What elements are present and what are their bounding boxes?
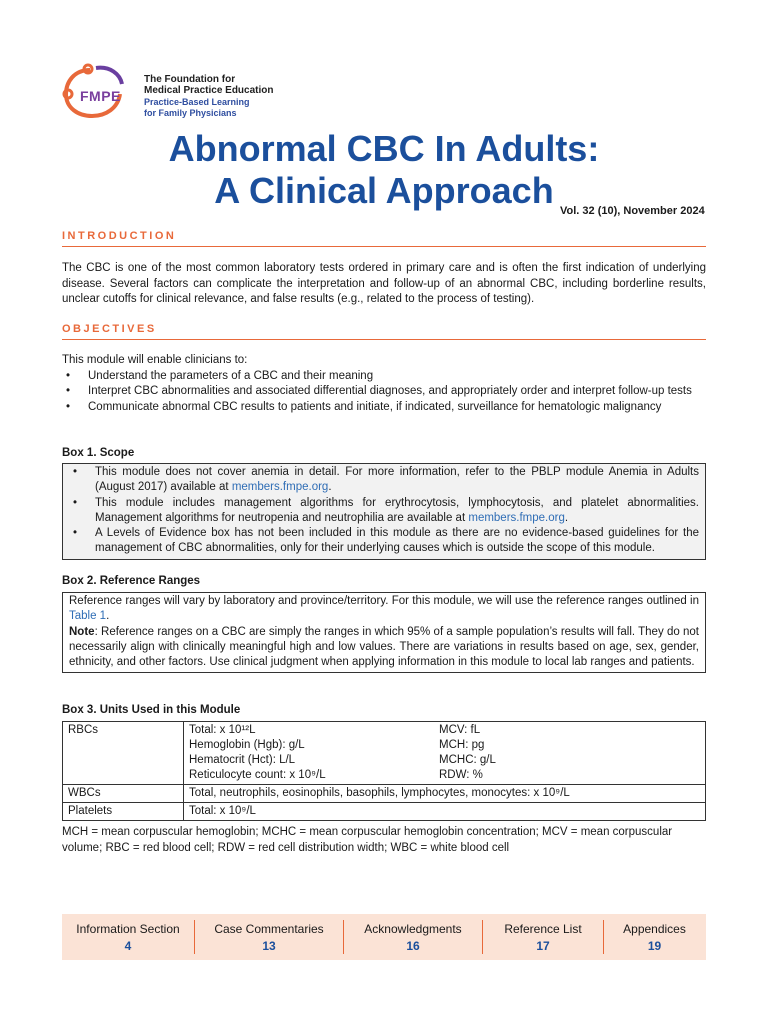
abbreviations-footnote: MCH = mean corpuscular hemoglobin; MCHC = mean corpuscular hemoglobin concentration; MCV = mean corpuscular volume; RBC = red blood cell; RDW = red cell distribution width; WBC = white blood cell [62,826,673,854]
unit-line: RDW: % [439,769,483,781]
nav-case-commentaries[interactable] [195,914,343,960]
unit-line: Hematocrit (Hct): L/L [189,754,296,766]
table-row [63,785,706,803]
members-link[interactable]: members.fmpe.org [231,481,329,494]
unit-line: MCH: pg [439,739,485,751]
nav-label: Information Section [76,922,180,936]
org-line-2: Medical Practice Education [144,85,274,96]
introduction-heading: INTRODUCTION [62,230,706,247]
introduction-text: The CBC is one of the most common laboratory tests ordered in primary care and is often the first indication of underlying disease. Several factors can complicate the interpretation and follow-up of an abnormal CBC, including borderline results, unclear cutoffs for clinical relevance, and false results (e.g., related to the process of testing). [62,262,706,305]
wbc-units: Total, neutrophils, eosinophils, basophils, lymphocytes, monocytes: x 10⁹/L [184,785,706,803]
box2-title: Box 2. Reference Ranges [62,575,201,587]
table1-link[interactable]: Table 1 [69,610,107,623]
box3-title: Box 3. Units Used in this Module [62,704,241,716]
list-item: • Communicate abnormal CBC results to patients and initiate, if indicated, surveillance for hematologic malignancy [62,400,706,416]
units-table [62,721,706,821]
list-item [69,496,699,527]
box1-item2-text: This module includes management algorithms for erythrocytosis, lymphocytosis, and platelet abnormalities. Management algorithms for neutropenia and neutrophilia are available at [95,496,699,524]
rbc-units-right [439,723,689,783]
list-item: • A Levels of Evidence box has not been included in this module as there are no evidence-based guidelines for the management of CBC abnormalities, only for their underlying causes which is outside the scope of this module. [69,526,699,557]
nav-page-number: 4 [124,939,132,953]
volume-label: Vol. 32 (10), November 2024 [560,205,705,217]
list-item [69,465,699,496]
table-row [63,722,706,785]
org-name [144,74,274,118]
note-label: Note [69,625,95,638]
box2-reference-ranges [62,592,706,673]
wbc-label: WBCs [63,785,184,803]
org-tagline-2: for Family Physicians [144,108,237,118]
box1-scope [62,463,706,560]
box1-title: Box 1. Scope [62,447,135,459]
list-item: • Understand the parameters of a CBC and their meaning [62,369,706,385]
unit-line: Reticulocyte count: x 10⁹/L [189,769,326,781]
box1-item2-end: . [564,511,569,524]
objectives-heading: OBJECTIVES [62,323,706,340]
unit-line: Hemoglobin (Hgb): g/L [189,739,305,751]
box2-text-b: . [106,610,110,623]
objectives-lead: This module will enable clinicians to: [62,354,248,366]
title-line-1: Abnormal CBC In Adults: [168,128,600,169]
page-title [0,128,768,212]
box2-text [69,594,699,625]
unit-line: Total: x 10¹²L [189,724,256,736]
nav-page-number: 13 [262,939,276,953]
nav-appendices[interactable] [604,914,705,960]
members-link[interactable]: members.fmpe.org [468,511,565,524]
unit-line: MCV: fL [439,724,481,736]
unit-line: MCHC: g/L [439,754,496,766]
box1-list [69,465,699,557]
title-line-2: A Clinical Approach [214,170,554,211]
nav-label: Case Commentaries [214,922,324,936]
box2-note [69,625,699,671]
nav-page-number: 19 [647,939,662,953]
note-text: : Reference ranges on a CBC are simply the ranges in which 95% of a sample population’s results will fall. They do not necessarily align with clinically meaningful high and low values. There are variations in results based on age, sex, gender, ethnicity, and other factors. Use clinical judgment when applying information in this module to local lab ranges and patients. [69,625,699,669]
box1-item1-text: This module does not cover anemia in detail. For more information, refer to the PBLP module Anemia in Adults (August 2017) available at [95,466,699,494]
section-navigation [62,914,706,960]
list-item: • Interpret CBC abnormalities and associated differential diagnoses, and appropriately order and interpret follow-up tests [62,384,706,400]
table-row [63,803,706,821]
logo-wordmark: FMPE [80,88,121,104]
platelets-label: Platelets [63,803,184,821]
box2-text-a: Reference ranges will vary by laboratory and province/territory. For this module, we will use the reference ranges outlined in [69,595,699,607]
nav-acknowledgments[interactable] [344,914,482,960]
objectives-section [62,353,706,415]
org-tagline-1: Practice-Based Learning [144,97,250,107]
org-line-1: The Foundation for [144,74,236,85]
platelets-units: Total: x 10⁹/L [184,803,706,821]
fmpe-logo [60,62,300,124]
rbc-label: RBCs [63,722,184,785]
nav-page-number: 16 [406,939,420,953]
rbc-units-left [189,723,439,783]
box1-item1-end: . [328,481,332,494]
objectives-list [62,369,706,416]
rbc-units [184,722,706,785]
nav-label: Acknowledgments [364,922,462,936]
nav-page-number: 17 [536,939,550,953]
nav-information-section[interactable] [62,914,194,960]
nav-label: Reference List [504,922,582,936]
nav-label: Appendices [623,922,686,936]
nav-reference-list[interactable] [483,914,603,960]
